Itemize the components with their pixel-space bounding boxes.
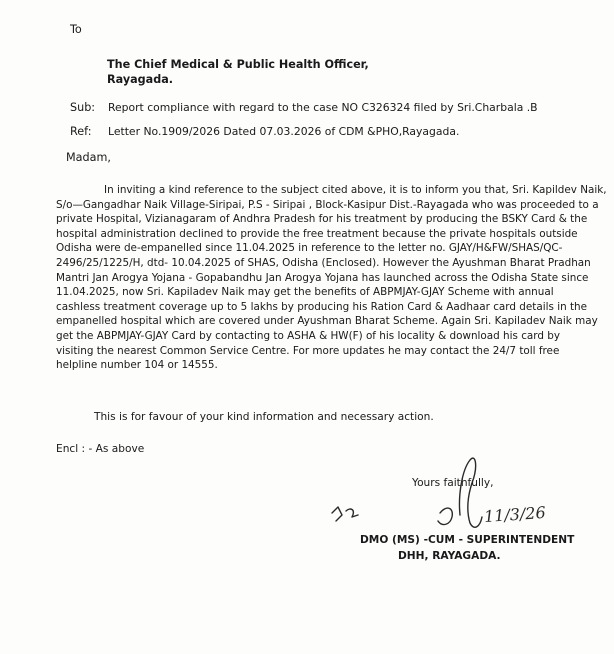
body-line: visiting the nearest Common Service Centre. For more updates he may contact the 24/7 toll free: [56, 344, 560, 357]
body-line: Odisha were de-empanelled since 11.04.2025 in reference to the letter no. GJAY/H&FW/SHAS/QC-: [56, 242, 563, 255]
body-line: In inviting a kind reference to the subject cited above, it is to inform you that, Sri. Kapildev Naik,: [104, 184, 607, 196]
body-line: Mantri Jan Arogya Yojana - Gopabandhu Jan Arogya Yojana has launched across the Odisha State since: [56, 271, 589, 284]
body-line: 2496/25/1225/H, dtd- 10.04.2025 of SHAS, Odisha (Enclosed). However the Ayushman Bharat Pradhan: [56, 256, 591, 269]
subject-text: Report compliance with regard to the case NO C326324 filed by Sri.Charbala .B: [108, 101, 538, 114]
recipient-title: The Chief Medical & Public Health Officer,: [107, 58, 369, 71]
body-line: 11.04.2025, now Sri. Kapiladev Naik may get the benefits of ABPMJAY-GJAY Scheme with annual: [56, 286, 554, 299]
body-line: cashless treatment coverage up to 5 lakhs by producing his Ration Card & Aadhaar card details in the: [56, 300, 588, 313]
signature-date: 11/3/26: [483, 502, 547, 527]
body-line: S/o—Gangadhar Naik Village-Siripai, P.S - Siripai , Block-Kasipur Dist.-Rayagada who was proceeded to a: [56, 198, 599, 211]
handwritten-signature-icon: [320, 455, 580, 545]
subject-label: Sub:: [70, 101, 96, 114]
signatory-title: DMO (MS) -CUM - SUPERINTENDENT: [360, 534, 575, 546]
body-line: get the ABPMJAY-GJAY Card by contacting to ASHA & HW(F) of his locality & download his card by: [56, 329, 561, 342]
body-paragraph: [56, 183, 607, 373]
reference-label: Ref:: [70, 125, 92, 138]
signatory-office: DHH, RAYAGADA.: [398, 550, 501, 562]
body-line: hospital administration declined to provide the free treatment because the private hospitals outside: [56, 227, 578, 240]
signoff: Yours faithfully,: [412, 477, 494, 489]
closing-paragraph: This is for favour of your kind information and necessary action.: [94, 411, 434, 423]
body-line: private Hospital, Vizianagaram of Andhra Pradesh for his treatment by producing the BSKY Card & the: [56, 213, 588, 226]
body-line: helpline number 104 or 14555.: [56, 359, 218, 372]
enclosure-note: Encl : - As above: [56, 443, 145, 455]
salutation: Madam,: [66, 151, 111, 164]
body-line: empanelled hospital which are covered under Ayushman Bharat Scheme. Again Sri. Kapiladev Naik may: [56, 315, 598, 328]
recipient-place: Rayagada.: [107, 73, 174, 86]
to-label: To: [70, 23, 82, 36]
reference-text: Letter No.1909/2026 Dated 07.03.2026 of CDM &PHO,Rayagada.: [108, 125, 460, 138]
